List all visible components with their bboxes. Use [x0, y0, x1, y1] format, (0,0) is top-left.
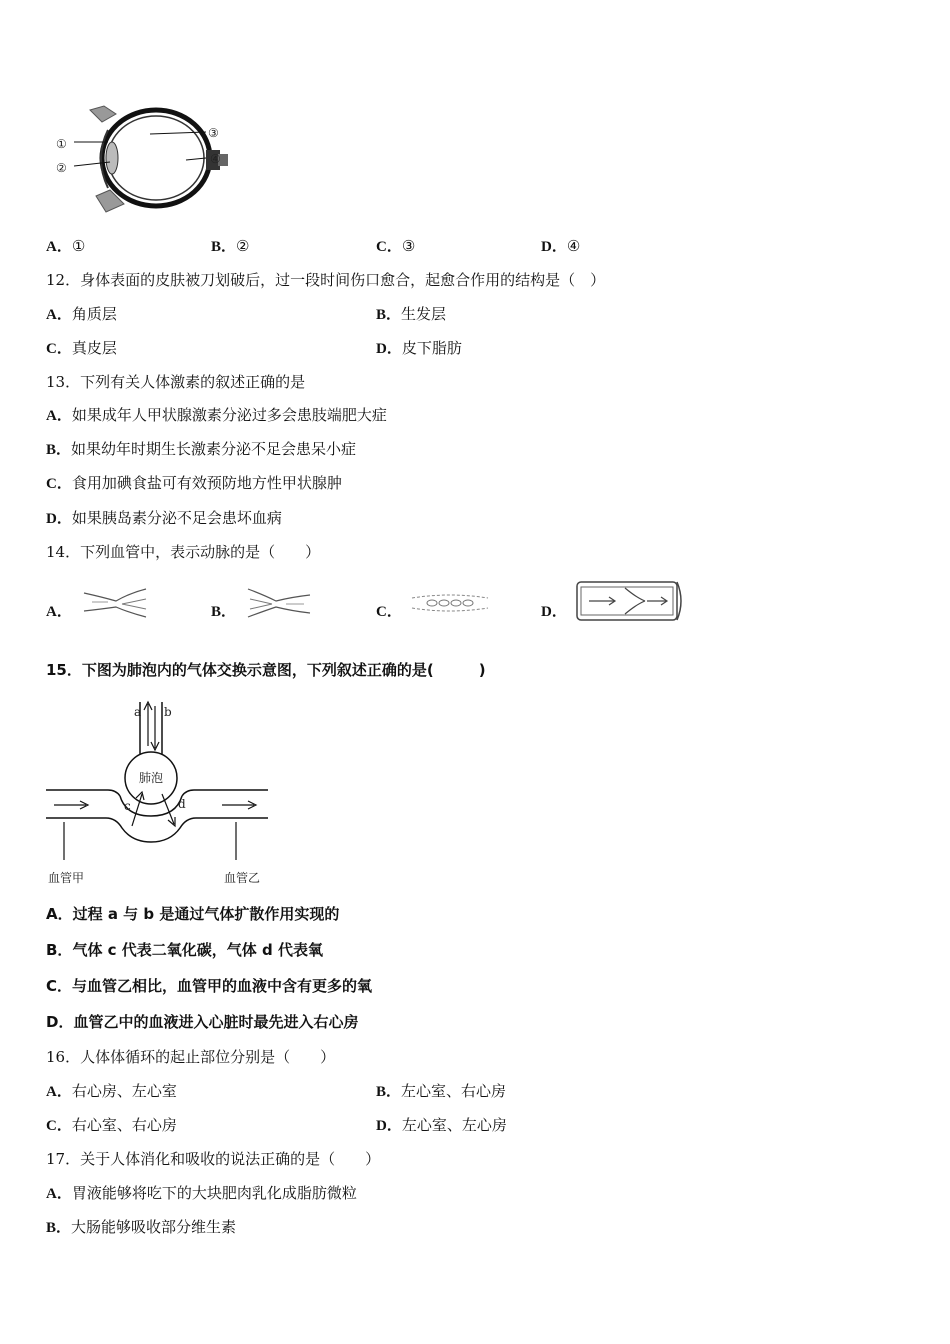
q12-option-a: A．角质层 — [46, 305, 117, 323]
q15-option-b: B．气体 c 代表二氧化碳，气体 d 代表氧 — [46, 941, 323, 959]
vessel-left-label: 血管甲 — [48, 871, 85, 885]
q14-option-a: A． — [46, 604, 72, 620]
q14-stem: 14．下列血管中，表示动脉的是（ ） — [46, 543, 321, 561]
q16-option-d: D．左心室、左心房 — [376, 1116, 507, 1134]
label-d: d — [178, 797, 186, 811]
label-b: b — [164, 705, 172, 719]
q13-option-d: D．如果胰岛素分泌不足会患坏血病 — [46, 509, 282, 527]
q16-option-c: C．右心室、右心房 — [46, 1116, 177, 1134]
eye-diagram — [46, 100, 236, 220]
vessel-b-image — [246, 585, 312, 621]
q15-stem: 15．下图为肺泡内的气体交换示意图，下列叙述正确的是( ) — [46, 661, 486, 679]
q13-option-c: C．食用加碘食盐可有效预防地方性甲状腺肿 — [46, 474, 342, 492]
label-c: c — [124, 799, 131, 813]
q12-option-c: C．真皮层 — [46, 339, 117, 357]
q12-stem: 12．身体表面的皮肤被刀划破后，过一段时间伤口愈合，起愈合作用的结构是（ ） — [46, 271, 606, 289]
q13-stem: 13．下列有关人体激素的叙述正确的是 — [46, 373, 306, 391]
vessel-d-image — [575, 578, 687, 624]
q16-option-b: B．左心室、右心房 — [376, 1082, 507, 1100]
q11-option-d: D．④ — [541, 237, 581, 255]
q12-option-d: D．皮下脂肪 — [376, 339, 462, 357]
eye-label-4: ④ — [210, 152, 221, 166]
q13-option-a: A．如果成年人甲状腺激素分泌过多会患肢端肥大症 — [46, 406, 387, 424]
alveolus-label: 肺泡 — [139, 771, 164, 785]
q17-option-b: B．大肠能够吸收部分维生素 — [46, 1218, 237, 1236]
vessel-c-image — [410, 590, 490, 616]
q17-stem: 17．关于人体消化和吸收的说法正确的是（ ） — [46, 1150, 381, 1168]
q14-option-b: B． — [211, 604, 237, 620]
q14-option-d: D． — [541, 604, 567, 620]
eye-label-3: ③ — [208, 126, 219, 140]
q15-option-c: C．与血管乙相比，血管甲的血液中含有更多的氧 — [46, 977, 373, 995]
eye-label-1: ① — [56, 137, 67, 151]
q12-option-b: B．生发层 — [376, 305, 447, 323]
vessel-a-image — [82, 585, 148, 621]
q11-option-c: C．③ — [376, 237, 416, 255]
q15-option-a: A．过程 a 与 b 是通过气体扩散作用实现的 — [46, 905, 340, 923]
vessel-right-label: 血管乙 — [224, 871, 261, 885]
q16-option-a: A．右心房、左心室 — [46, 1082, 177, 1100]
eye-label-2: ② — [56, 161, 67, 175]
alveolus-gas-exchange-diagram — [46, 696, 276, 892]
q16-stem: 16．人体体循环的起止部位分别是（ ） — [46, 1048, 336, 1066]
q17-option-a: A．胃液能够将吃下的大块肥肉乳化成脂肪微粒 — [46, 1184, 357, 1202]
q13-option-b: B．如果幼年时期生长激素分泌不足会患呆小症 — [46, 440, 357, 458]
q15-option-d: D．血管乙中的血液进入心脏时最先进入右心房 — [46, 1013, 359, 1031]
label-a: a — [134, 705, 142, 719]
q11-option-b: B．② — [211, 237, 250, 255]
q11-option-a: A．① — [46, 237, 86, 255]
q14-option-c: C． — [376, 604, 402, 620]
